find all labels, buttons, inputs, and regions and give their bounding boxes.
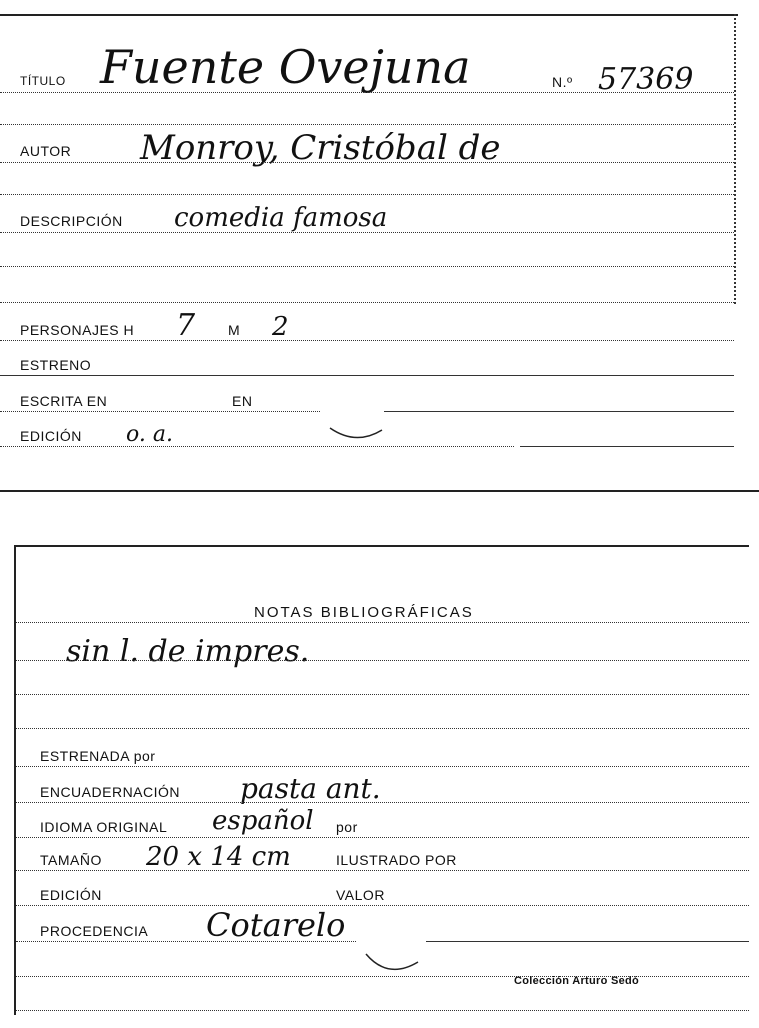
rule bbox=[16, 660, 749, 661]
card-edge bbox=[0, 490, 759, 492]
tamano-value: 20 x 14 cm bbox=[146, 842, 291, 872]
encuadernacion-value: pasta ant. bbox=[240, 772, 381, 805]
edicion-value: o. a. bbox=[126, 422, 173, 447]
card-edge bbox=[14, 545, 16, 1015]
estreno-label: ESTRENO bbox=[20, 357, 92, 373]
rule bbox=[16, 694, 749, 695]
personajes-m-label: M bbox=[228, 322, 241, 338]
rule bbox=[0, 162, 734, 163]
idioma-value: español bbox=[212, 806, 314, 836]
rule bbox=[426, 941, 749, 942]
autor-value: Monroy, Cristóbal de bbox=[140, 128, 501, 168]
edicion-back-label: EDICIÓN bbox=[40, 887, 102, 903]
descripcion-label: DESCRIPCIÓN bbox=[20, 213, 123, 229]
personajes-label: PERSONAJES H bbox=[20, 322, 135, 338]
tamano-label: TAMAÑO bbox=[40, 852, 102, 868]
rule bbox=[384, 411, 734, 412]
card-edge bbox=[14, 545, 749, 547]
collection-credit: Colección Arturo Sedó bbox=[514, 975, 640, 987]
rule bbox=[0, 411, 320, 412]
notas-heading: NOTAS BIBLIOGRÁFICAS bbox=[254, 604, 474, 621]
rule bbox=[16, 941, 356, 942]
rule bbox=[0, 194, 734, 195]
rule bbox=[16, 622, 749, 623]
rule bbox=[16, 728, 749, 729]
rule bbox=[0, 232, 734, 233]
procedencia-value: Cotarelo bbox=[206, 906, 346, 944]
punch-hole-mark bbox=[360, 940, 430, 980]
rule bbox=[16, 766, 749, 767]
rule bbox=[0, 266, 734, 267]
idioma-label: IDIOMA ORIGINAL bbox=[40, 819, 168, 835]
rule bbox=[16, 870, 749, 871]
rule bbox=[16, 837, 749, 838]
rule bbox=[0, 340, 734, 341]
card-edge bbox=[734, 14, 736, 304]
escrita-en-label: EN bbox=[232, 393, 253, 409]
descripcion-value: comedia famosa bbox=[174, 203, 388, 233]
personajes-m-value: 2 bbox=[272, 312, 289, 342]
autor-label: AUTOR bbox=[20, 143, 72, 159]
ilustrado-label: ILUSTRADO POR bbox=[336, 852, 457, 868]
rule bbox=[0, 302, 734, 303]
rule bbox=[520, 446, 734, 447]
titulo-value: Fuente Ovejuna bbox=[100, 40, 471, 94]
rule bbox=[16, 802, 749, 803]
rule bbox=[16, 1010, 749, 1011]
card-edge bbox=[0, 14, 738, 16]
rule bbox=[0, 446, 514, 447]
punch-hole-mark bbox=[326, 392, 392, 444]
rule bbox=[16, 905, 749, 906]
numero-value: 57369 bbox=[598, 62, 694, 97]
rule bbox=[0, 92, 734, 93]
escrita-label: ESCRITA EN bbox=[20, 393, 108, 409]
personajes-h-value: 7 bbox=[176, 308, 196, 343]
encuadernacion-label: ENCUADERNACIÓN bbox=[40, 784, 181, 800]
idioma-por-label: por bbox=[336, 819, 358, 835]
rule bbox=[0, 124, 734, 125]
rule bbox=[0, 375, 734, 376]
estrenada-label: ESTRENADA por bbox=[40, 748, 156, 764]
valor-label: VALOR bbox=[336, 887, 385, 903]
numero-label: N.º bbox=[552, 74, 573, 90]
edicion-label: EDICIÓN bbox=[20, 428, 82, 444]
notas-value: sin l. de impres. bbox=[66, 634, 310, 669]
titulo-label: TÍTULO bbox=[20, 74, 66, 88]
catalog-card-front bbox=[0, 0, 759, 495]
procedencia-label: PROCEDENCIA bbox=[40, 923, 149, 939]
